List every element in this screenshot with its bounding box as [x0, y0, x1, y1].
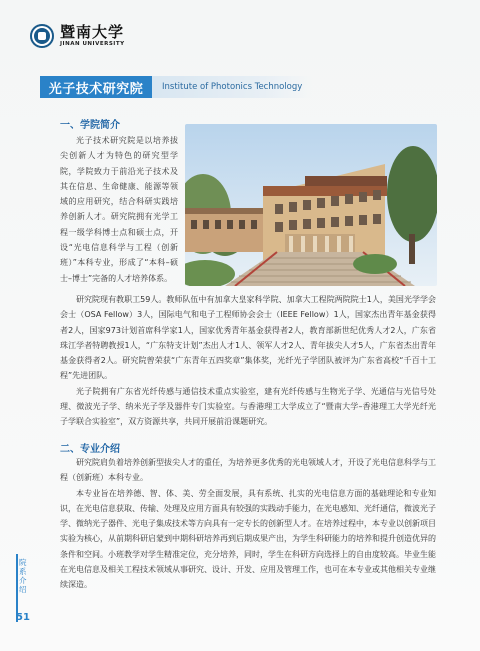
university-logo	[30, 24, 125, 48]
section-heading-intro: 一、学院简介	[60, 120, 120, 131]
side-section-label: 院系介绍	[19, 558, 27, 594]
logo-english-name: JINAN UNIVERSITY	[60, 40, 125, 47]
labs-paragraph: 光子院拥有广东省光纤传感与通信技术重点实验室，建有光纤传感与生物光子学、光通信与光信号处理、微波光子学、纳米光子学及器件专门实验室。与香港理工大学成立了“暨南大学–香港理工大学光纤光子学联合实验室”，双方资源共享，共同开展前沿课题研究。	[60, 386, 436, 427]
faculty-and-labs-text	[60, 292, 436, 430]
campus-building-photo	[185, 124, 437, 286]
major-paragraph-2: 本专业旨在培养德、智、体、美、劳全面发展，具有系统、扎实的光电信息方面的基础理论和专业知识，在光电信息获取、传输、处理及应用方面具有较强的实践动手能力，在光电感知、光纤通信，微波光子学、微纳光子器件、光电子集成技术等方向具有一定专长的创新型人才。在培养过程中，本专业以创新项目实验为核心，从前期科研启蒙到中期科研培养再到后期成果产出，为学生科研能力的培养和提升创造优异的条件和空间。小班教学对学生精准定位，充分培养，同时，学生在科研方向选择上的自由度较高。毕业生能在光电信息及相关工程技术领域从事研究、设计、开发、应用及管理工作，也可在本专业或其他相关专业继续深造。	[60, 488, 436, 590]
university-seal-icon	[30, 24, 54, 48]
section-heading-major: 二、专业介绍	[60, 444, 120, 455]
faculty-paragraph: 研究院现有教职工59人。教师队伍中有加拿大皇家科学院、加拿大工程院两院院士1人，美国光学学会会士（OSA Fellow）3人，国际电气和电子工程师协会会士（IEEE Fellow）1人，国家杰出青年基金获得者2人，国家973计划首席科学家1人，国家优秀青年基金获得者2人，教育部新世纪优秀人才2人，广东省珠江学者特聘教授1人，“广东特支计划”杰出人才1人、领军人才2人、青年拔尖人才5人，广东省杰出青年基金获得者2人。研究院曾荣获“广东青年五四奖章”集体奖，光纤光子学团队被评为广东省高校“千百十工程”先进团队。	[60, 295, 436, 381]
institute-title-en: Institute of Photonics Technology	[152, 76, 312, 98]
logo-chinese-name: 暨南大学	[60, 22, 125, 41]
major-paragraph-1: 研究院肩负着培养创新型拔尖人才的重任，为培养更多优秀的光电领域人才，开设了光电信息科学与工程（创新班）本科专业。	[60, 458, 436, 483]
page-number: 51	[16, 612, 30, 623]
institute-title-cn: 光子技术研究院	[40, 76, 152, 98]
intro-paragraph: 光子技术研究院是以培养拔尖创新人才为特色的研究型学院，学院致力于前沿光子技术及其在信息、生命健康、能源等领域的应用研究，结合科研实践培养创新人才。研究院拥有光学工程一级学科博士点和硕士点，开设“光电信息科学与工程（创新班）”本科专业，形成了“本科–硕士–博士”完备的人才培养体系。	[60, 136, 178, 283]
major-intro-text	[60, 455, 436, 593]
